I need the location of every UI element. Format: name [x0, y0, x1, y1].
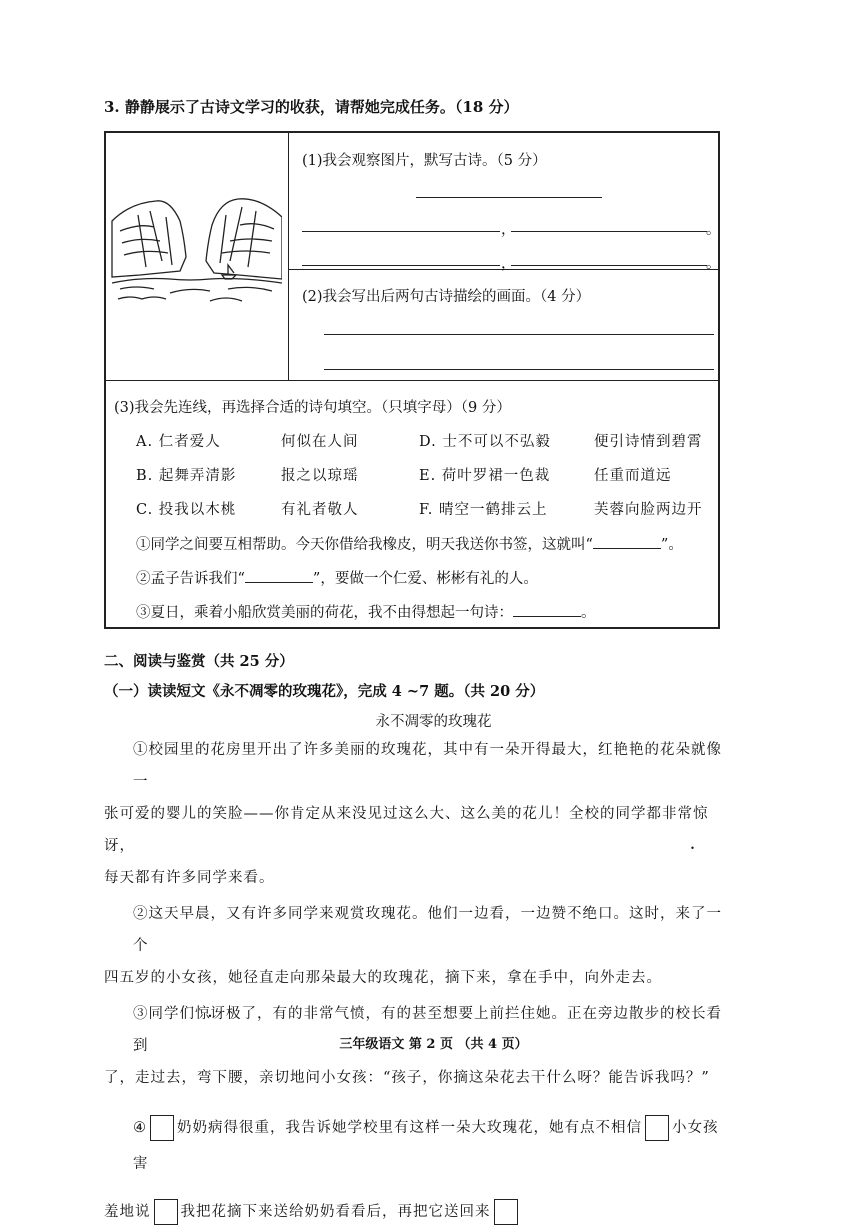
p4-text-3: 羞地说	[104, 1204, 151, 1220]
question-3-box	[104, 131, 720, 629]
option-F: F. 晴空一鹤排云上	[419, 502, 548, 518]
match-item-4: 便引诗情到碧霄	[594, 434, 703, 450]
poem-line-2b[interactable]	[511, 265, 707, 266]
fill-question-2	[136, 567, 538, 588]
p1-dotted-word: 惊讶 •	[104, 806, 709, 854]
paragraph-4-line-1	[104, 1110, 724, 1182]
p4-number: ④	[133, 1120, 147, 1136]
fill-q3-blank[interactable]	[513, 602, 581, 617]
section-2-title: 二、阅读与鉴赏（共 25 分）	[104, 653, 294, 670]
match-item-1: 何似在人间	[281, 434, 359, 450]
article-body	[104, 734, 724, 1230]
fill-q3-text-after: 。	[581, 605, 596, 621]
fill-q1-text-after: ”。	[660, 537, 683, 553]
fill-q2-text-before: ②孟子告诉我们“	[136, 571, 245, 587]
answer-line-2[interactable]	[324, 369, 714, 370]
p3-dotted-word: 惊讶 •	[195, 1006, 226, 1022]
p4-text-2: 小女孩害	[133, 1120, 719, 1172]
punctuation-box-4[interactable]	[494, 1199, 518, 1225]
page-footer: 三年级语文 第 2 页 （共 4 页）	[339, 1037, 528, 1052]
p4-text-1: 奶奶病得很重，我告诉她学校里有这样一朵大玫瑰花，她有点不相信	[177, 1120, 642, 1136]
match-item-6: 芙蓉向脸两边开	[594, 502, 703, 518]
paragraph-1-line-2	[104, 798, 724, 862]
paragraph-1-line-3: 每天都有许多同学来看。	[104, 870, 275, 886]
poem-line-2a[interactable]	[302, 265, 500, 266]
match-item-2: 报之以琼瑶	[281, 468, 359, 484]
p1-line2-text: 张可爱的婴儿的笑脸——你肯定从来没见过这么大、这么美的花儿！全校的同学都非常	[104, 806, 693, 822]
poem-title-line[interactable]	[416, 197, 602, 198]
box-divider-bottom	[106, 380, 718, 381]
option-C: C. 投我以木桃	[136, 502, 237, 518]
paragraph-2-line-2: 四五岁的小女孩，她径直走向那朵最大的玫瑰花，摘下来，拿在手中，向外走去。	[104, 970, 662, 986]
punctuation-box-2[interactable]	[645, 1115, 669, 1141]
match-item-3: 有礼者敬人	[281, 502, 359, 518]
p3-text-rest: 极了，有的非常气愤，有的甚至想要上前拦住她。正在旁边散步的校长看到	[133, 1006, 722, 1054]
period-2: 。	[706, 256, 721, 272]
punctuation-box-1[interactable]	[150, 1115, 174, 1141]
fill-q2-blank[interactable]	[245, 568, 313, 583]
fill-question-3	[136, 601, 596, 622]
p1-line2-end: ，	[119, 838, 135, 854]
fill-q3-text-before: ③夏日，乘着小船欣赏美丽的荷花，我不由得想起一句诗：	[136, 605, 513, 621]
period-1: 。	[706, 222, 721, 238]
paragraph-2-line-1: ②这天早晨，又有许多同学来观赏玫瑰花。他们一边看，一边赞不绝口。这时，来了一个	[133, 906, 722, 954]
paragraph-4-line-2	[104, 1194, 724, 1230]
fill-q1-text-before: ①同学之间要互相帮助。今天你借给我橡皮，明天我送你书签，这就叫“	[136, 537, 593, 553]
fill-question-1	[136, 533, 683, 554]
match-item-5: 任重而道远	[594, 468, 672, 484]
comma-1: ，	[501, 222, 516, 238]
part3-prompt: (3)我会先连线，再选择合适的诗句填空。（只填字母）（9 分）	[114, 400, 511, 416]
option-A: A. 仁者爱人	[136, 434, 221, 450]
option-E: E. 荷叶罗裙一色裁	[419, 468, 551, 484]
punctuation-box-3[interactable]	[154, 1199, 178, 1225]
part1-prompt: (1)我会观察图片，默写古诗。（5 分）	[302, 153, 547, 169]
comma-2: ，	[501, 256, 516, 272]
gorge-boat-icon	[110, 191, 282, 309]
section-2-subtitle: （一）读读短文《永不凋零的玫瑰花》，完成 4 ~7 题。（共 20 分）	[104, 683, 545, 700]
paragraph-1-line-1: ①校园里的花房里开出了许多美丽的玫瑰花，其中有一朵开得最大，红艳艳的花朵就像一	[133, 742, 722, 790]
poem-line-1b[interactable]	[511, 231, 707, 232]
option-B: B. 起舞弄清影	[136, 468, 237, 484]
poem-line-1a[interactable]	[302, 231, 500, 232]
paragraph-3-line-2: 了，走过去，弯下腰，亲切地问小女孩：“孩子，你摘这朵花去干什么呀？能告诉我吗？”	[104, 1070, 710, 1086]
box-divider-vertical	[288, 133, 289, 380]
part2-prompt: (2)我会写出后两句古诗描绘的画面。（4 分）	[302, 289, 591, 305]
paragraph-3-line-1	[104, 998, 724, 1062]
option-D: D. 士不可以不弘毅	[419, 434, 551, 450]
question-3-title: 3. 静静展示了古诗文学习的收获，请帮她完成任务。（18 分）	[104, 98, 519, 116]
article-title: 永不凋零的玫瑰花	[375, 714, 492, 730]
landscape-illustration	[110, 191, 282, 309]
p4-text-4: 我把花摘下来送给奶奶看看后，再把它送回来	[180, 1204, 491, 1220]
p3-text-start: ③同学们	[133, 1006, 195, 1022]
answer-line-1[interactable]	[324, 334, 714, 335]
fill-q1-blank[interactable]	[593, 534, 661, 549]
fill-q2-text-after: ”，要做一个仁爱、彬彬有礼的人。	[312, 571, 538, 587]
